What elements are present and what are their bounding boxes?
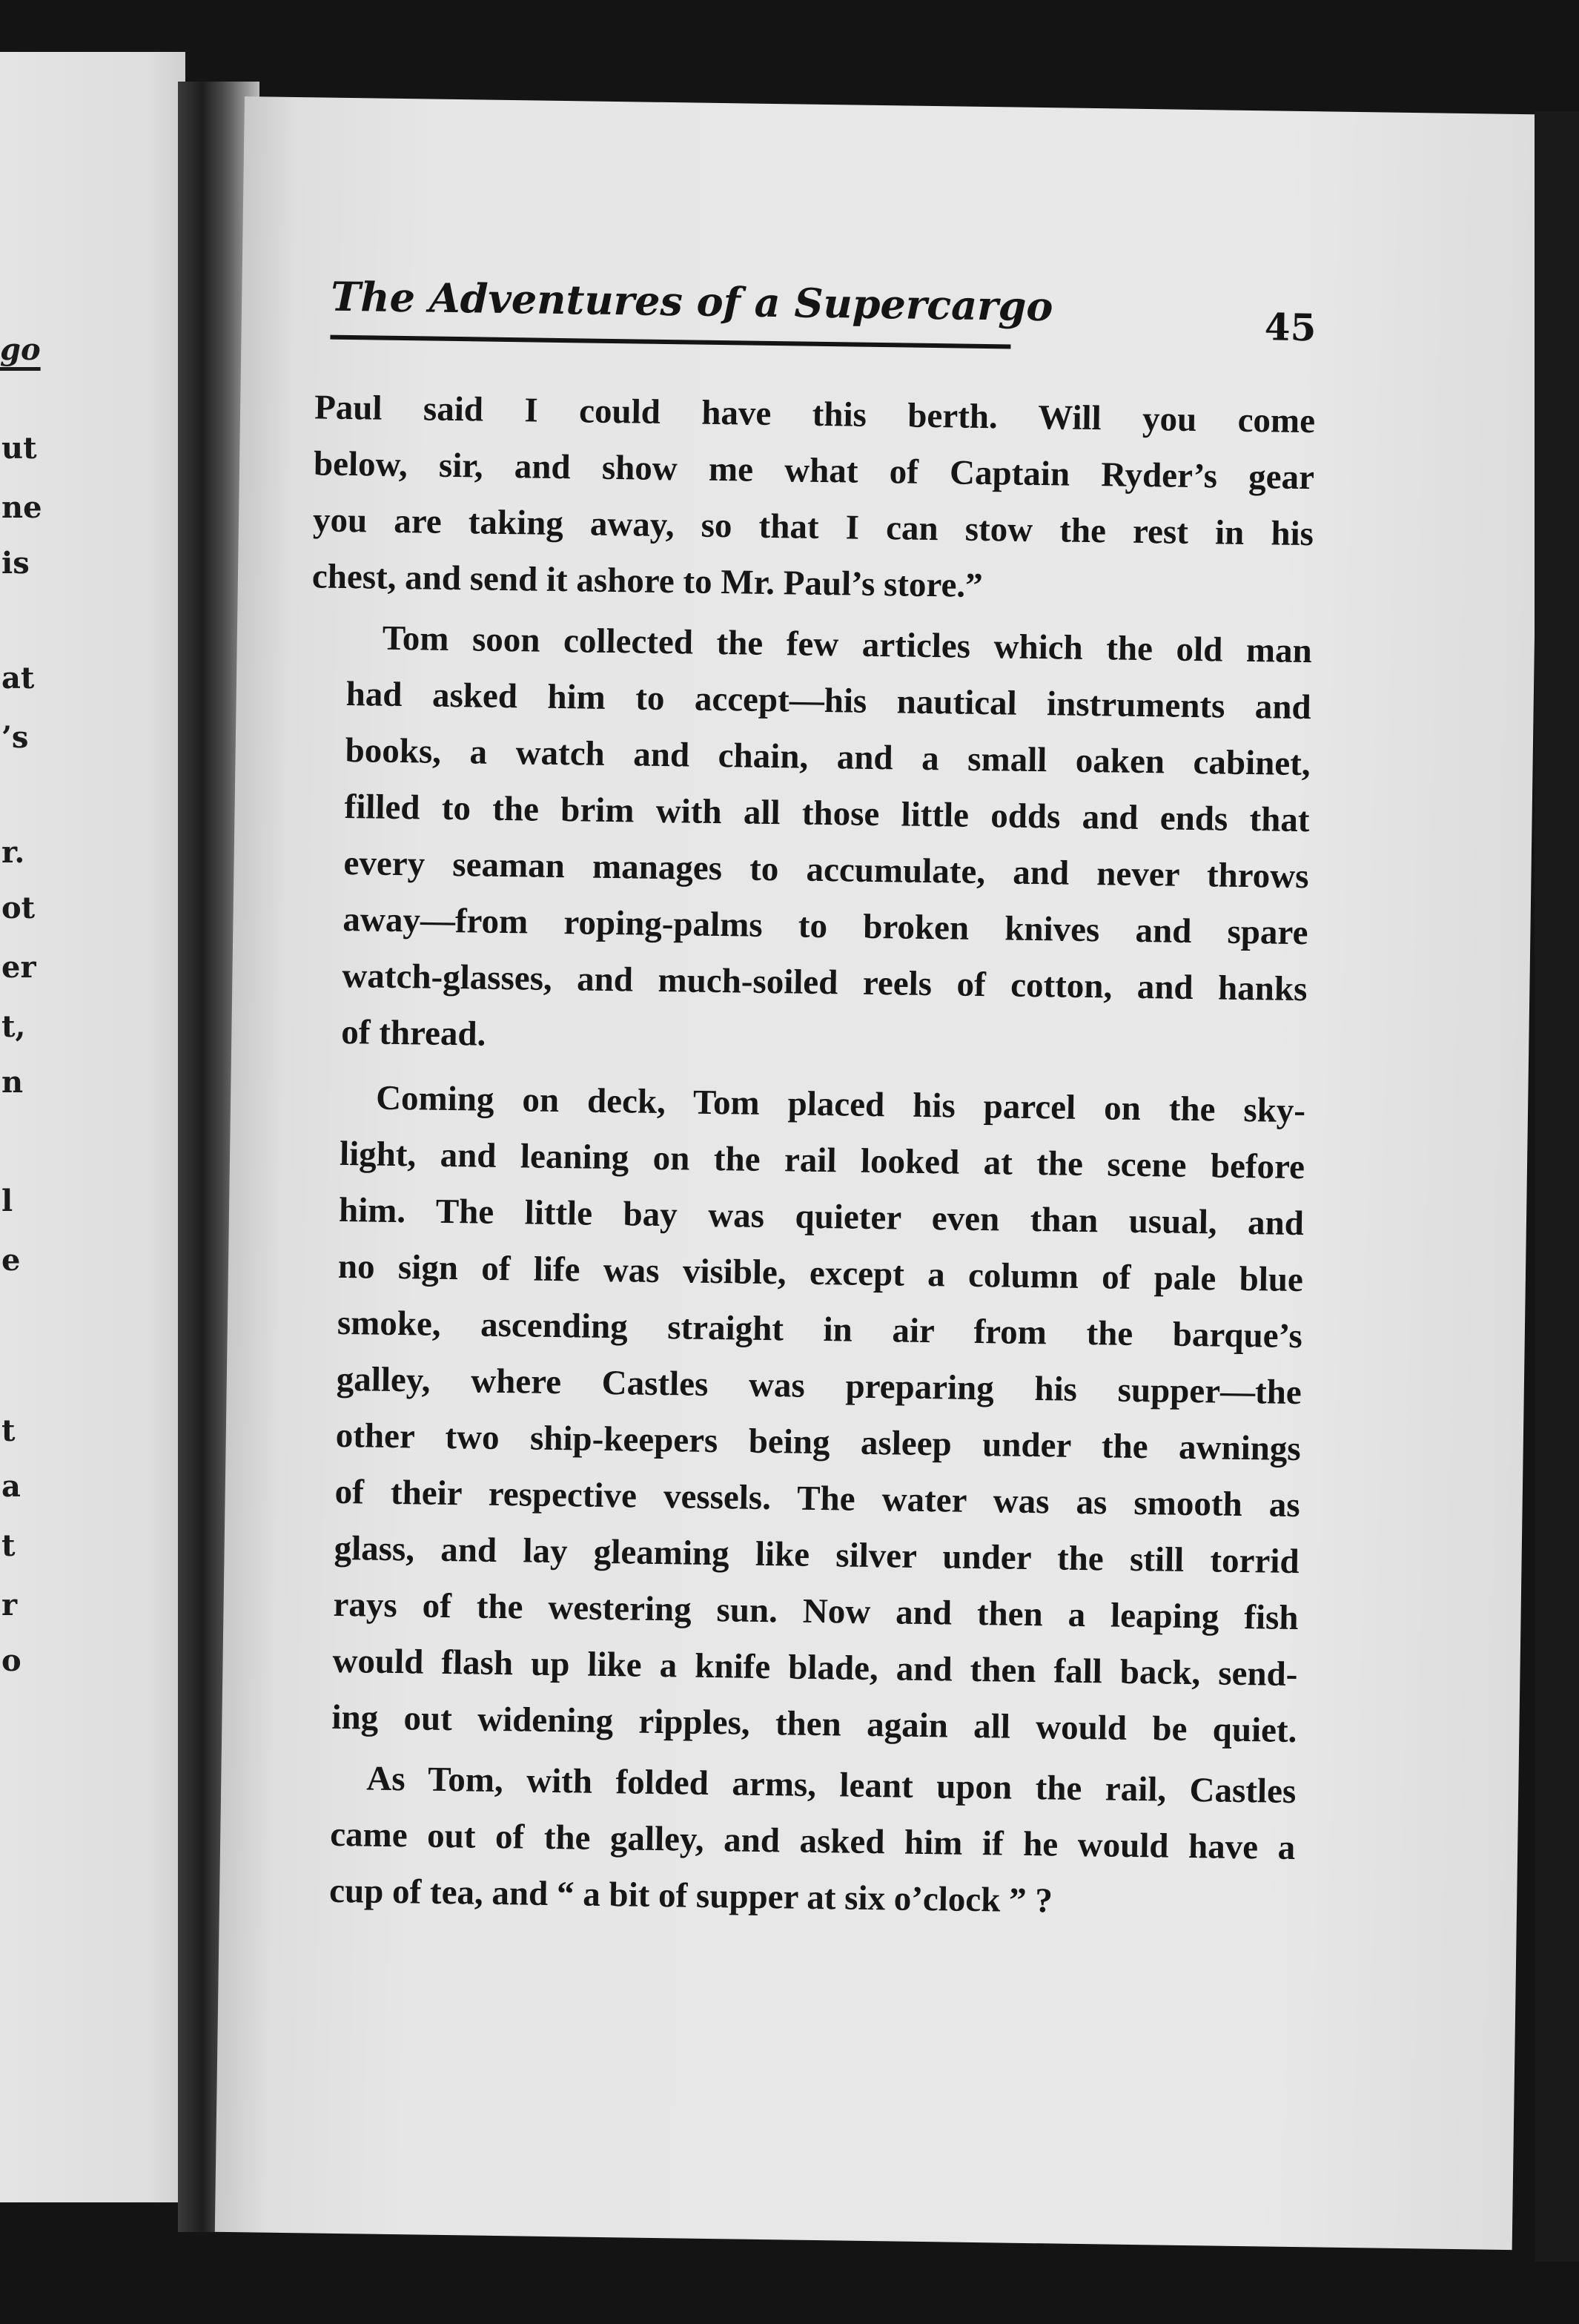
text-line: filled to the brim with all those little odds and ends that — [344, 787, 1310, 840]
page-edge-shadow — [1535, 111, 1579, 2262]
left-page-line-fragment: ’s — [1, 720, 29, 755]
left-page-line-fragment: e — [1, 1243, 21, 1278]
left-page-line-fragment: is — [1, 546, 30, 581]
text-line: rays of the westering sun. Now and then a leaping fish — [333, 1585, 1299, 1638]
text-line: came out of the galley, and asked him if he would have a — [329, 1815, 1296, 1868]
right-page — [215, 96, 1542, 2250]
left-page-heading-fragment: go — [0, 332, 41, 367]
text-line: away—from roping-palms to broken knives and spare — [342, 899, 1308, 953]
text-line: watch-glasses, and much-soiled reels of cotton, and hanks — [342, 956, 1308, 1009]
text-line: of thread. — [341, 1012, 486, 1054]
left-page-line-fragment: o — [1, 1643, 21, 1678]
text-line: chest, and send it ashore to Mr. Paul’s store.” — [311, 557, 983, 605]
text-line: cup of tea, and “ a bit of supper at six o’clock ” ? — [328, 1871, 1053, 1921]
page-number: 45 — [1264, 305, 1317, 350]
text-line: had asked him to accept—his nautical instruments and — [345, 674, 1311, 727]
paragraph — [311, 379, 1315, 618]
text-line: light, and leaning on the rail looked at the scene before — [339, 1134, 1305, 1187]
text-line: would flash up like a knife blade, and then fall back, send- — [332, 1641, 1298, 1694]
text-line: every seaman manages to accumulate, and never throws — [343, 843, 1309, 897]
left-page-line-fragment: ot — [1, 891, 36, 925]
text-line: other two ship-keepers being asleep under the awnings — [335, 1416, 1302, 1469]
paragraph — [294, 1749, 1297, 1932]
left-page-line-fragment: l — [1, 1184, 13, 1218]
left-facing-page — [0, 52, 185, 2202]
left-page-line-fragment: t, — [1, 1009, 26, 1044]
text-line: him. The little bay was quieter even than usual, and — [338, 1190, 1305, 1244]
text-line: ing out widening ripples, then again all would be quiet. — [331, 1697, 1297, 1751]
text-line: Tom soon collected the few articles which the old man — [382, 618, 1313, 671]
left-page-line-fragment: at — [1, 661, 35, 696]
paragraph — [305, 609, 1312, 1074]
text-line: of their respective vessels. The water was as smooth as — [334, 1472, 1300, 1525]
left-page-line-fragment: er — [1, 950, 36, 985]
left-page-line-fragment: a — [1, 1469, 21, 1504]
text-line: galley, where Castles was preparing his supper—the — [336, 1359, 1302, 1413]
text-line: Coming on deck, Tom placed his parcel on the sky- — [375, 1078, 1306, 1131]
left-page-line-fragment: ne — [1, 490, 42, 525]
text-line: smoke, ascending straight in air from the barque’s — [337, 1303, 1303, 1356]
running-head-rule — [330, 335, 1010, 349]
text-line: As Tom, with folded arms, leant upon the rail, Castles — [365, 1759, 1297, 1812]
text-line: below, sir, and show me what of Captain Ryder’s gear — [313, 444, 1315, 498]
running-head: The Adventures of a Supercargo — [330, 272, 1053, 331]
body-text — [294, 379, 1316, 1937]
left-page-line-fragment: t — [1, 1413, 16, 1448]
left-page-line-fragment: t — [1, 1528, 16, 1563]
text-line: no sign of life was visible, except a column of pale blue — [337, 1247, 1304, 1300]
text-line: books, a watch and chain, and a small oaken cabinet, — [345, 730, 1311, 784]
left-page-line-fragment: ut — [1, 431, 37, 466]
text-line: Paul said I could have this berth. Will you come — [314, 388, 1316, 441]
text-line: glass, and lay gleaming like silver under the still torrid — [334, 1528, 1300, 1582]
left-page-line-fragment: r. — [1, 835, 25, 870]
left-page-line-fragment: r — [1, 1588, 18, 1622]
left-page-line-fragment: n — [1, 1065, 24, 1100]
text-line: you are taking away, so that I can stow the rest in his — [312, 501, 1314, 554]
paragraph — [296, 1069, 1306, 1759]
